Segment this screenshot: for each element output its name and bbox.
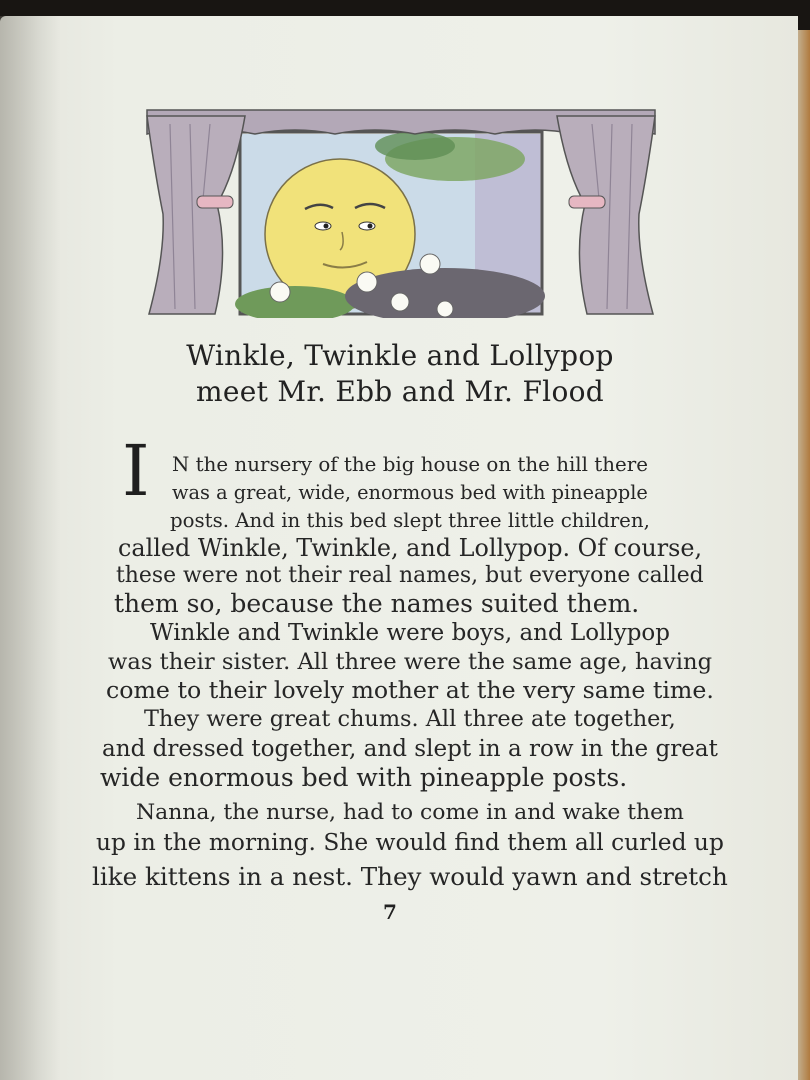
right-curtain [557, 116, 655, 314]
moon-window-illustration [145, 104, 657, 318]
text-line: They were great chums. All three ate together, [144, 706, 676, 732]
chapter-title [100, 338, 700, 410]
text-line: these were not their real names, but everyone called [116, 563, 704, 588]
text-line: them so, because the names suited them. [114, 589, 640, 618]
page-number: 7 [383, 900, 397, 924]
text-line: like kittens in a nest. They would yawn and stretch [92, 862, 728, 891]
title-line-1: Winkle, Twinkle and Lollypop [186, 339, 614, 372]
right-curtain-tieback [569, 196, 605, 208]
left-curtain-tieback [197, 196, 233, 208]
flower [437, 301, 453, 317]
left-curtain [147, 116, 245, 314]
text-line: Nanna, the nurse, had to come in and wake them [136, 800, 684, 825]
text-line: N the nursery of the big house on the hill there [172, 453, 648, 476]
book-edge [796, 30, 810, 1080]
flower [391, 293, 409, 311]
drop-cap: I [122, 430, 150, 512]
moon-right-pupil [368, 224, 373, 229]
moon-left-eye [315, 222, 331, 230]
text-line: and dressed together, and slept in a row in the great [102, 736, 718, 762]
title-line-2: meet Mr. Ebb and Mr. Flood [196, 375, 604, 408]
flower [270, 282, 290, 302]
moon-right-eye [359, 222, 375, 230]
spine-shadow [0, 16, 60, 1080]
flower [420, 254, 440, 274]
text-line: was a great, wide, enormous bed with pineapple [172, 481, 648, 504]
text-line: called Winkle, Twinkle, and Lollypop. Of course, [118, 534, 703, 562]
flower [357, 272, 377, 292]
text-line: was their sister. All three were the same age, having [108, 649, 713, 675]
text-line: come to their lovely mother at the very same time. [106, 676, 714, 704]
text-line: Winkle and Twinkle were boys, and Lollypop [150, 620, 670, 646]
leaves-dark [375, 132, 455, 160]
text-line: wide enormous bed with pineapple posts. [100, 763, 628, 792]
text-line: posts. And in this bed slept three little children, [170, 509, 650, 532]
text-line: up in the morning. She would find them all curled up [96, 829, 724, 856]
moon-left-pupil [324, 224, 329, 229]
